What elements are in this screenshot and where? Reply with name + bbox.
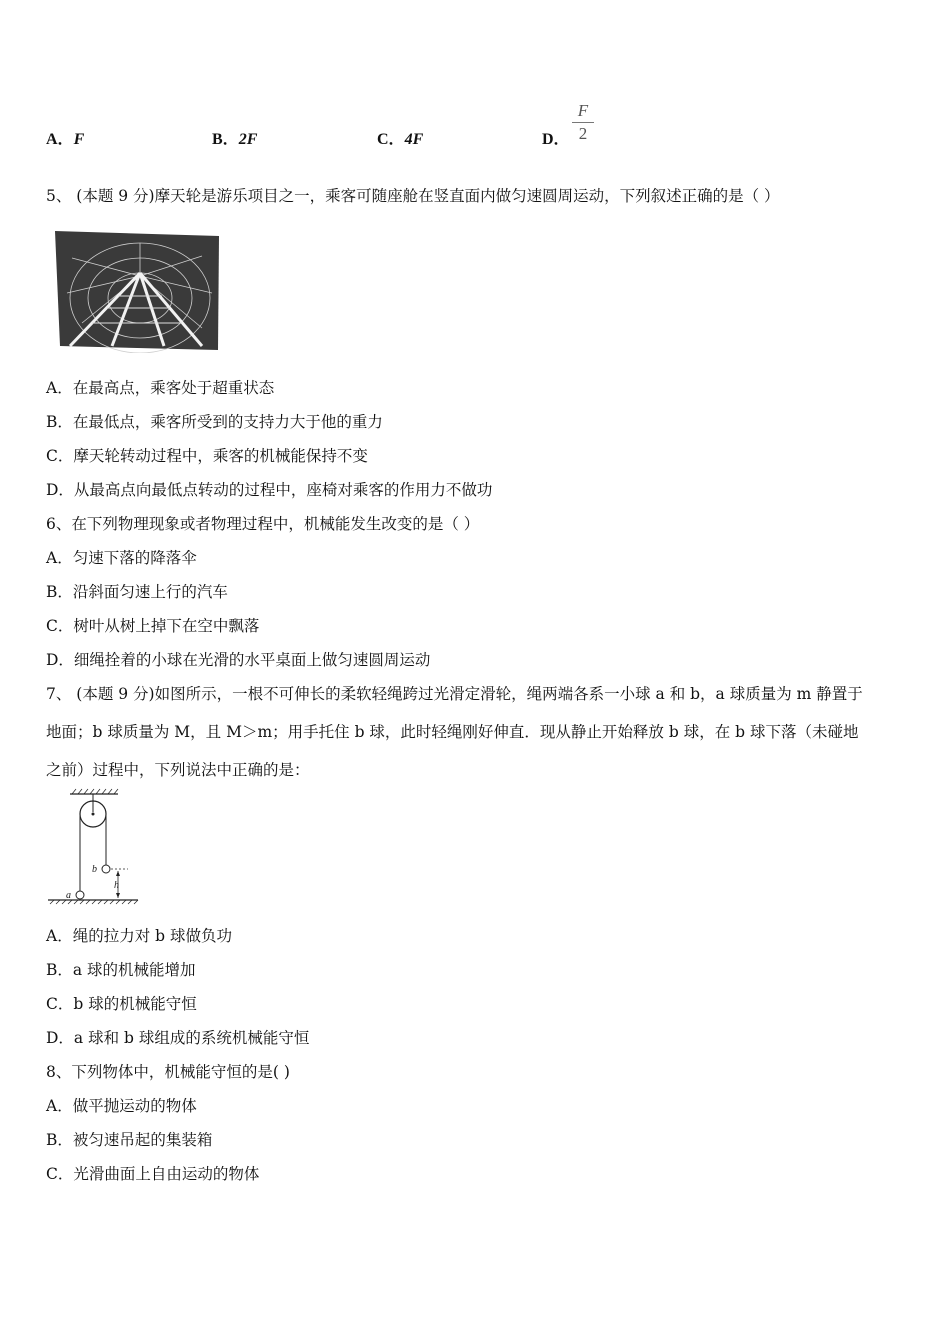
q4-option-a: A．F: [46, 131, 85, 148]
q7-stem-line-1: 7、 (本题 9 分)如图所示，一根不可伸长的柔软轻绳跨过光滑定滑轮，绳两端各系一小球 a 和 b，a 球质量为 m 静置于: [46, 685, 863, 703]
q7-option-d: D．a 球和 b 球组成的系统机械能守恒: [46, 1029, 310, 1047]
q5-option-d: D．从最高点向最低点转动的过程中，座椅对乘客的作用力不做功: [46, 481, 493, 499]
q7-stem-line-3: 之前）过程中，下列说法中正确的是：: [46, 761, 310, 779]
q5-stem: 5、 (本题 9 分)摩天轮是游乐项目之一，乘客可随座舱在竖直面内做匀速圆周运动，下列叙述正确的是（ ）: [46, 187, 780, 205]
q4-option-c: C．4F: [377, 131, 424, 148]
q7-option-c: C．b 球的机械能守恒: [46, 995, 197, 1013]
q7-option-a: A．绳的拉力对 b 球做负功: [46, 927, 232, 945]
q5-option-a: A．在最高点，乘客处于超重状态: [46, 379, 275, 397]
q5-option-b: B．在最低点，乘客所受到的支持力大于他的重力: [46, 413, 383, 431]
q8-stem: 8、下列物体中，机械能守恒的是( ): [46, 1063, 290, 1081]
q6-option-b: B．沿斜面匀速上行的汽车: [46, 583, 228, 601]
q8-option-b: B．被匀速吊起的集装箱: [46, 1131, 213, 1149]
pulley-label-h: h: [114, 880, 119, 891]
q6-stem: 6、在下列物理现象或者物理过程中，机械能发生改变的是（ ）: [46, 515, 480, 533]
ferris-wheel-photo: [52, 228, 222, 357]
q4-option-d: D．: [542, 131, 570, 148]
q8-option-c: C．光滑曲面上自由运动的物体: [46, 1165, 260, 1183]
q7-option-b: B．a 球的机械能增加: [46, 961, 196, 979]
q6-option-a: A．匀速下落的降落伞: [46, 549, 197, 567]
pulley-label-a: a: [66, 890, 71, 901]
q8-option-a: A．做平抛运动的物体: [46, 1097, 197, 1115]
q4-option-b: B．2F: [212, 131, 258, 148]
q5-option-c: C．摩天轮转动过程中，乘客的机械能保持不变: [46, 447, 368, 465]
q7-stem-line-2: 地面；b 球质量为 M，且 M＞m；用手托住 b 球，此时轻绳刚好伸直．现从静止开始释放 b 球，在 b 球下落（未碰地: [46, 723, 859, 741]
q6-option-c: C．树叶从树上掉下在空中飘落: [46, 617, 260, 635]
q6-option-d: D．细绳拴着的小球在光滑的水平桌面上做匀速圆周运动: [46, 651, 431, 669]
pulley-label-b: b: [92, 864, 97, 875]
pulley-diagram: [44, 786, 144, 912]
q4-option-d-fraction: F 2: [572, 102, 594, 143]
